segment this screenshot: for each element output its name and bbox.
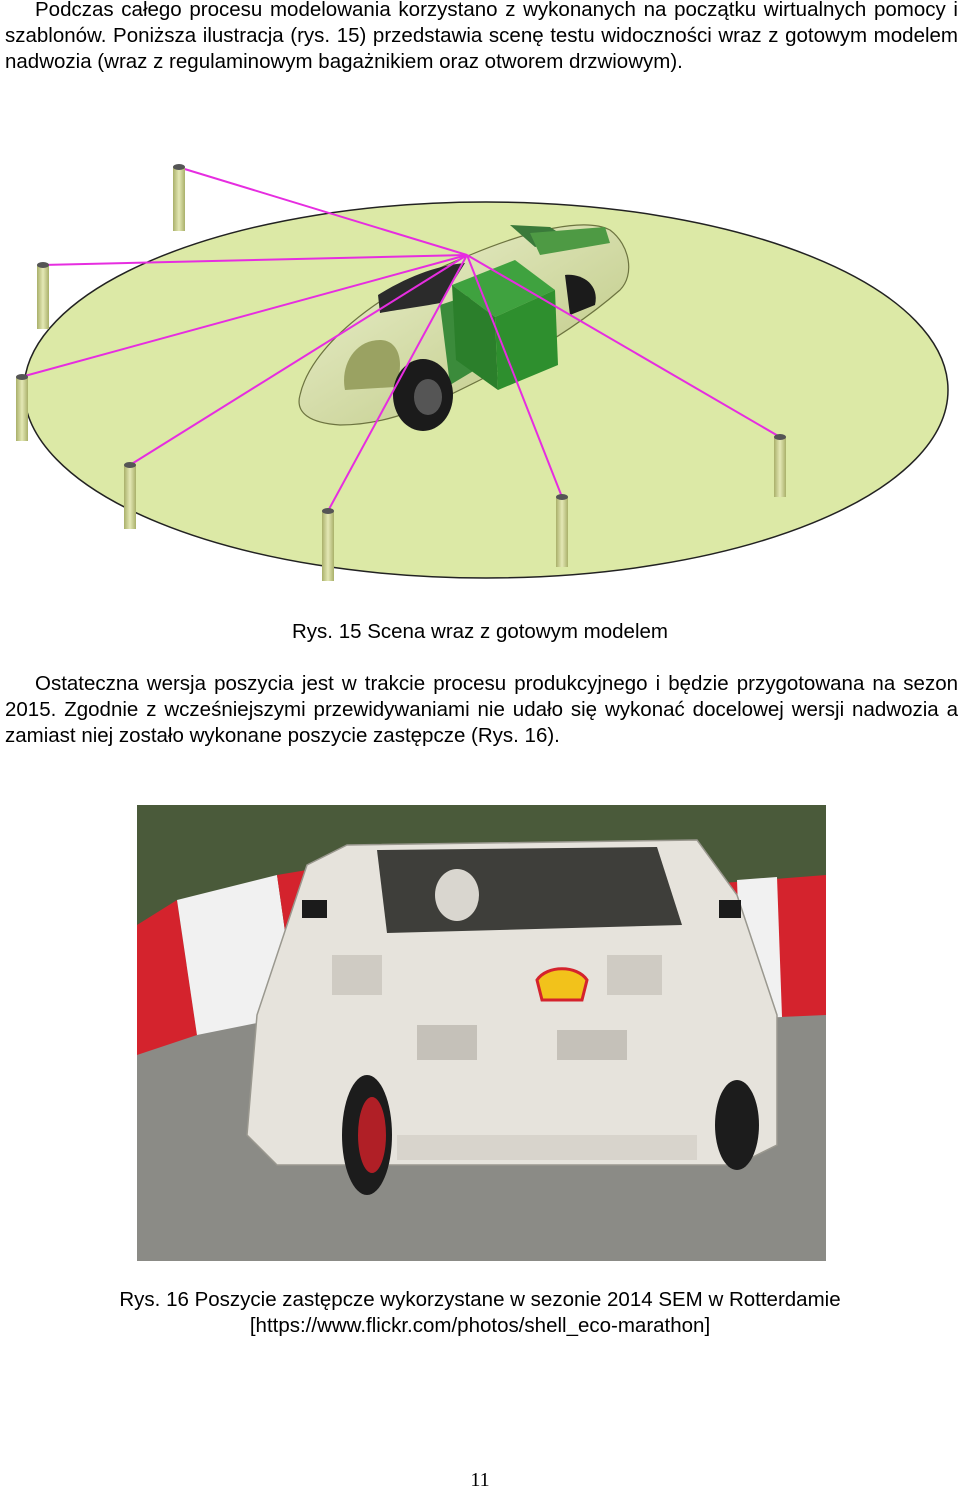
visibility-scene-figure bbox=[10, 155, 955, 590]
figure-16-caption bbox=[0, 1287, 960, 1339]
body-paragraph: Ostateczna wersja poszycia jest w trakcie procesu produkcyjnego i będzie przygotowana na sezon 2015. Zgodnie z wcześniejszymi przewidywaniami nie udało się wykonać docelowej wersji nadwozia a zamiast niej zostało wykonane poszycie zastępcze (Rys. 16). bbox=[5, 672, 958, 747]
figure-16-source-link[interactable]: [https://www.flickr.com/photos/shell_eco-marathon] bbox=[249, 1314, 711, 1337]
newspaper-covered-car bbox=[247, 840, 777, 1195]
substitute-body-photo bbox=[137, 805, 826, 1261]
figure-16-caption-line1: Rys. 16 Poszycie zastępcze wykorzystane w sezonie 2014 SEM w Rotterdamie bbox=[119, 1288, 841, 1311]
intro-paragraph: Podczas całego procesu modelowania korzystano z wykonanych na początku wirtualnych pomocy i szablonów. Poniższa ilustracja (rys. 15) przedstawia scenę testu widoczności wraz z gotowym modelem nadwozia (wraz z regulaminowym bagażnikiem oraz otworem drzwiowym). bbox=[5, 0, 958, 73]
figure-15-caption: Rys. 15 Scena wraz z gotowym modelem bbox=[292, 620, 668, 643]
page-number: 11 bbox=[470, 1469, 490, 1491]
